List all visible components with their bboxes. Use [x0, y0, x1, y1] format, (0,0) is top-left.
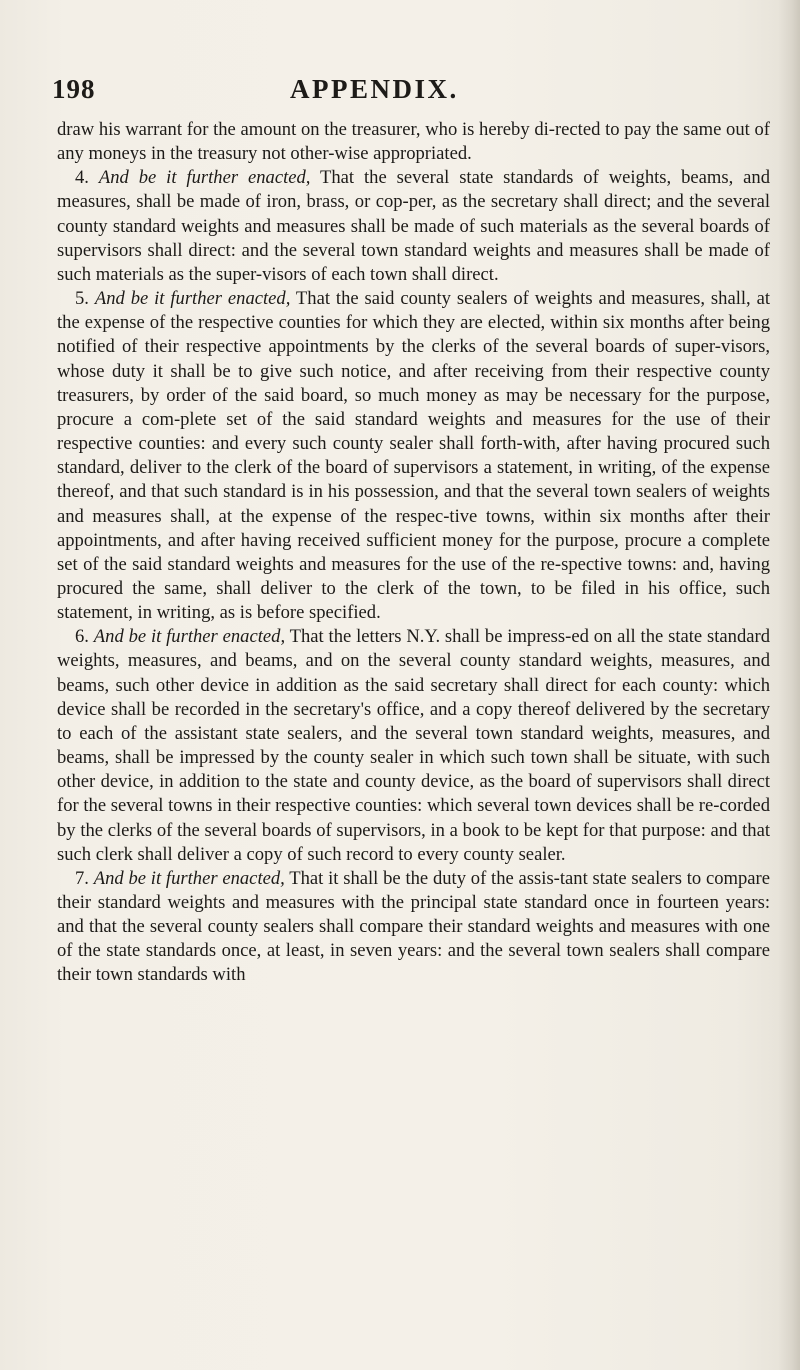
enacting-clause: And be it further enacted,: [93, 867, 285, 889]
section-6: [57, 625, 770, 867]
section-number: 7.: [75, 867, 94, 889]
section-number: 4.: [75, 167, 99, 189]
body-text: [57, 118, 770, 988]
page-header: [0, 74, 800, 110]
enacting-clause: And be it further enacted,: [93, 626, 286, 648]
page-number: 198: [52, 74, 96, 104]
section-number: 6.: [75, 626, 94, 648]
paragraph-text: draw his warrant for the amount on the treasurer, who is hereby di-rected to pay the same out of any moneys in the treasury not other-wise appropriated.: [57, 119, 770, 165]
section-4: [57, 166, 770, 287]
section-number: 5.: [75, 288, 95, 310]
running-head: APPENDIX.: [290, 74, 459, 104]
section-7: [57, 867, 770, 988]
paragraph-text: That the several state standards of weights, beams, and measures, shall be made of iron, brass, or cop-per, as the secretary shall direct; and the several county standard weights and measures shall be made of such materials as the several boards of supervisors shall direct: and the several town standard weights and measures shall be made of such materials as the super-visors of each town shall direct.: [57, 167, 771, 285]
page-edge-shadow: [778, 0, 800, 1370]
section-5: [57, 287, 770, 625]
paragraph-text: That the said county sealers of weights and measures, shall, at the expense of the respective counties for which they are elected, within six months after being notified of their respective appointments by the clerks of the several boards of super-visors, whose duty it shall be to give such notice, and after receiving from their respective county treasurers, by order of the said board, so much money as may be necessary for the purpose, procure a com-plete set of the said standard weights and measures for the use of their respective counties: and every such county sealer shall forth-with, after having procured such standard, deliver to the clerk of the board of supervisors a statement, in writing, of the expense thereof, and that such standard is in his possession, and that the several town sealers of weights and measures shall, at the expense of the respec-tive towns, within six months after their appointments, and after having received sufficient money for the purpose, procure a complete set of the said standard weights and measures for the use of the re-spective towns: and, having procured the same, shall deliver to the clerk of the town, to be filed in his office, such statement, in writing, as is before specified.: [57, 288, 770, 624]
paragraph-text: That it shall be the duty of the assis-tant state sealers to compare their standard weights and measures with the principal state standard once in fourteen years: and that the several county sealers shall compare their standard weights and measures with one of the state standards once, at least, in seven years: and the several town sealers shall compare their town standards with: [57, 867, 771, 986]
paragraph-continuation: [57, 118, 770, 166]
enacting-clause: And be it further enacted,: [94, 288, 291, 310]
enacting-clause: And be it further enacted,: [98, 167, 311, 189]
paragraph-text: That the letters N.Y. shall be impress-ed on all the state standard weights, measures, and beams, and on the several county standard weights, measures, and beams, such other device in addition as the said secretary shall direct for each county: which device shall be recorded in the secretary's office, and a copy thereof delivered by the secretary to each of the assistant state sealers, and the several town standard weights, measures, and beams, shall be impressed by the county sealer in which such town shall be situate, with such other device, in addition to the state and county device, as the board of supervisors shall direct for the several towns in their respective counties: which several town devices shall be re-corded by the clerks of the several boards of supervisors, in a book to be kept for that purpose: and that such clerk shall deliver a copy of such record to every county sealer.: [57, 626, 771, 865]
